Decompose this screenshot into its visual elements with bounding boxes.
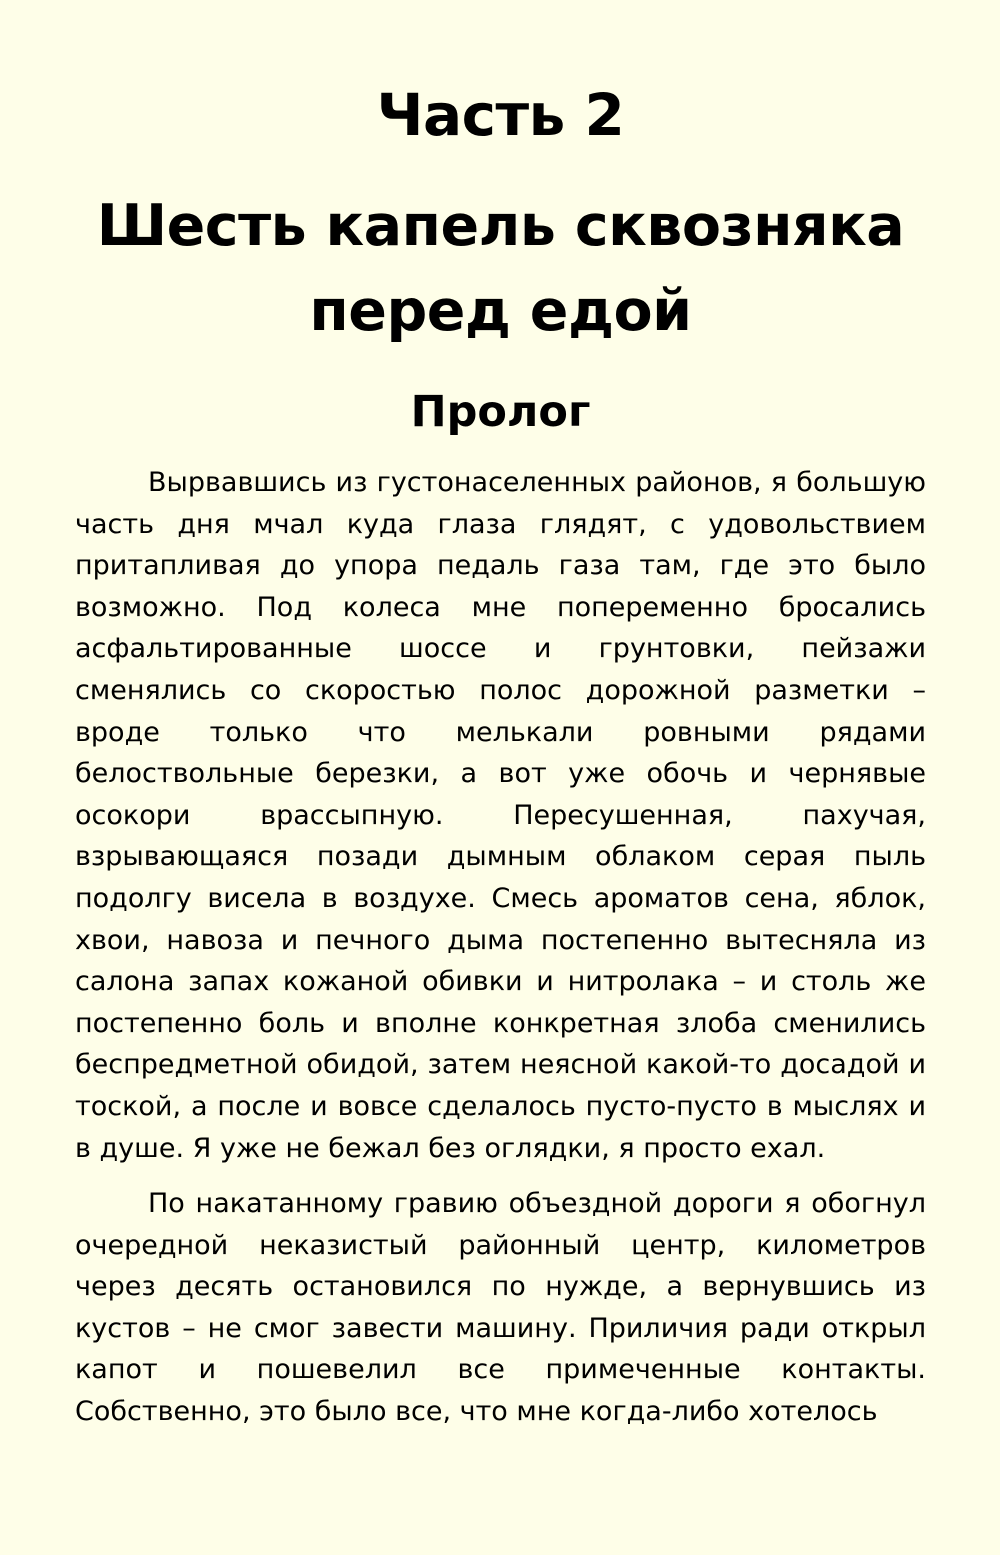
book-page — [75, 72, 926, 1433]
part-title: Часть 2 — [376, 81, 625, 149]
paragraph-1: Вырвавшись из густонаселенных районов, я большую часть дня мчал куда глаза глядят, с удовольствием притапливая до упора педаль газа там, где это было возможно. Под колеса мне попеременно бросались асфальтированные шоссе и грунтовки, пейзажи сменялись со скоростью полос дорожной разметки – вроде только что мелькали ровными рядами белоствольные березки, а вот уже обочь и чернявые осокори врассыпную. Пересушенная, пахучая, взрывающаяся позади дымным облаком серая пыль подолгу висела в воздухе. Смесь ароматов сена, яблок, хвои, навоза и печного дыма постепенно вытесняла из салона запах кожаной обивки и нитролака – и столь же постепенно боль и вполне конкретная злоба сменились беспредметной обидой, затем неясной какой-то досадой и тоской, а после и вовсе сделалось пусто-пусто в мыслях и в душе. Я уже не бежал без оглядки, я просто ехал. — [75, 467, 926, 1164]
chapter-title: Пролог — [410, 387, 591, 437]
book-title-line-2: перед едой — [309, 278, 692, 344]
book-title — [75, 184, 926, 354]
paragraph-2: По накатанному гравию объездной дороги я обогнул очередной неказистый районный центр, километров через десять остановился по нужде, а вернувшись из кустов – не смог завести машину. Приличия ради открыл капот и пошевелил все примеченные контакты. Собственно, это было все, что мне когда-либо хотелось — [75, 1188, 926, 1428]
book-title-line-1: Шесть капель сквозняка — [96, 193, 905, 259]
